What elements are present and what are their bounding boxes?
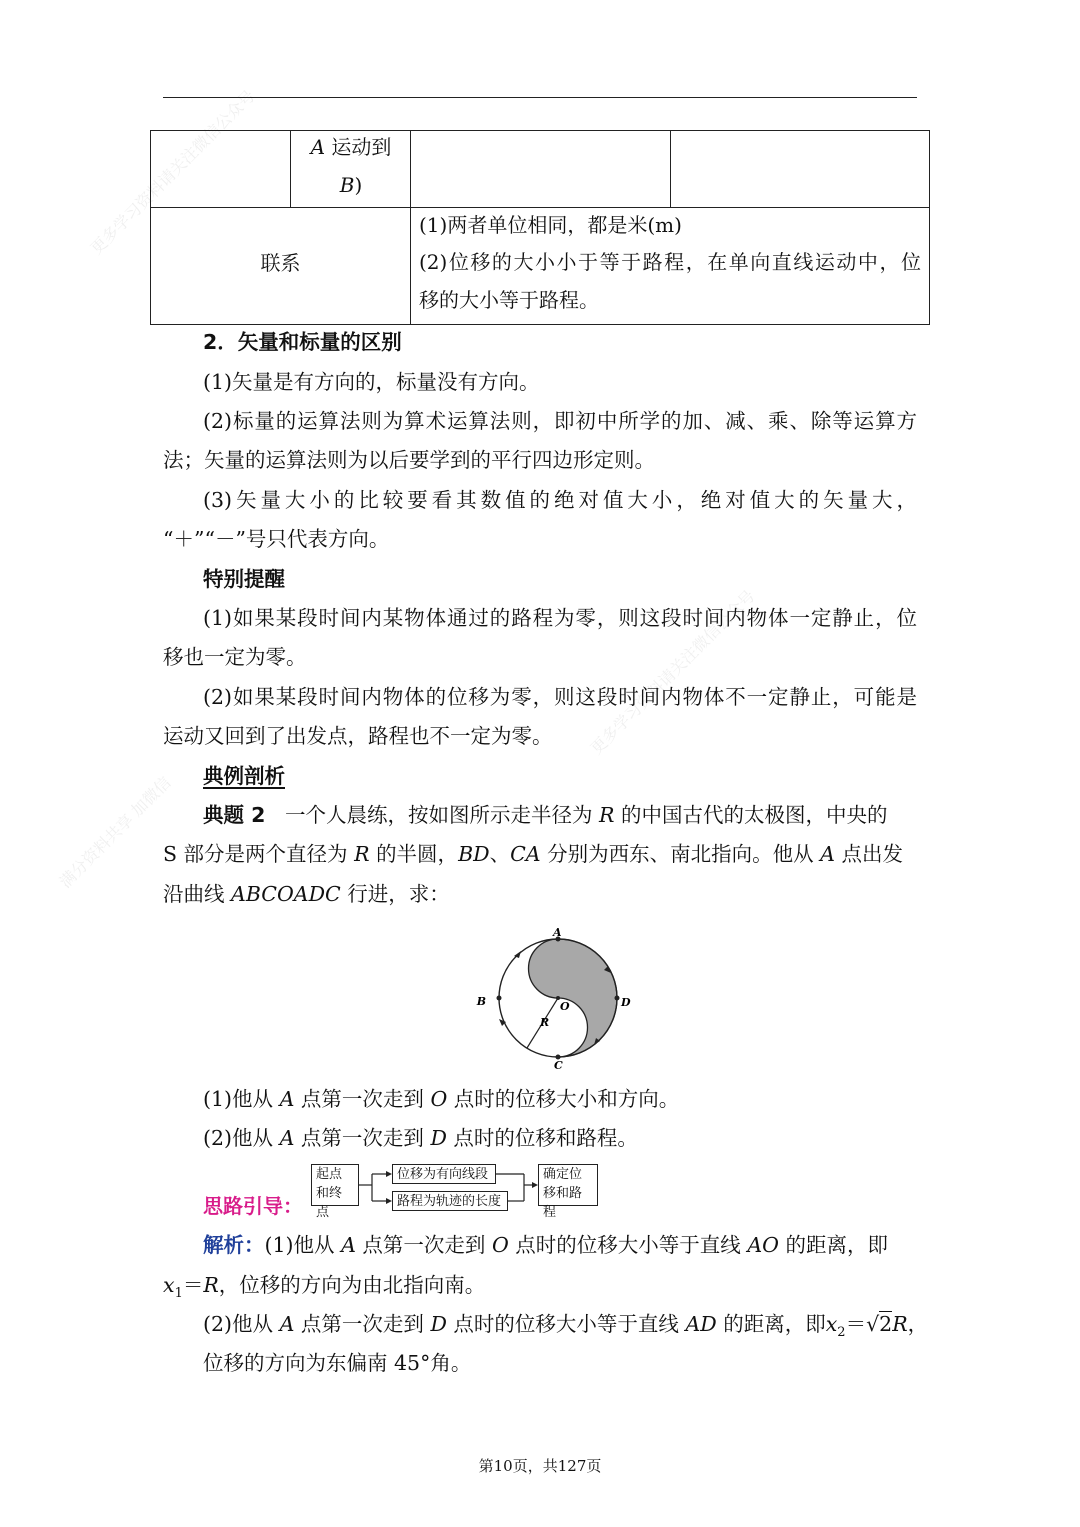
text: 的半圆， bbox=[376, 842, 459, 866]
math-var: A bbox=[279, 1087, 295, 1111]
paragraph: 移也一定为零。 bbox=[163, 645, 307, 669]
label-R: R bbox=[540, 1016, 550, 1029]
flow-box-displacement: 位移为有向线段 bbox=[392, 1164, 496, 1184]
point-B bbox=[497, 996, 502, 1001]
solution-line bbox=[203, 1225, 917, 1265]
table-cell-text: 移的大小等于路程。 bbox=[419, 288, 599, 312]
problem-statement bbox=[163, 834, 903, 874]
flow-box-start-end: 起点和终点 bbox=[311, 1164, 359, 1206]
section-heading: 典例剖析 bbox=[203, 764, 285, 788]
table-row-label: 联系 bbox=[260, 251, 301, 275]
text: 点第一次走到 bbox=[362, 1233, 486, 1257]
math-var: D bbox=[430, 1312, 447, 1336]
subscript: 2 bbox=[837, 1325, 846, 1341]
point-D bbox=[615, 996, 620, 1001]
question bbox=[203, 1118, 638, 1158]
flow-box-path: 路程为轨迹的长度 bbox=[392, 1191, 508, 1211]
math-var: R bbox=[599, 803, 615, 827]
math-var: A bbox=[310, 135, 326, 159]
label-D: D bbox=[621, 996, 631, 1009]
question bbox=[203, 1079, 679, 1119]
text: 点时的位移大小等于直线 bbox=[515, 1233, 741, 1257]
label-A: A bbox=[553, 926, 562, 939]
math-var: R bbox=[892, 1312, 908, 1336]
text: 点第一次走到 bbox=[300, 1087, 424, 1111]
math-var: D bbox=[430, 1126, 447, 1150]
header-rule bbox=[163, 97, 917, 98]
section-heading: 特别提醒 bbox=[203, 567, 285, 591]
text: (1)他从 bbox=[203, 1087, 274, 1111]
text: 行进，求： bbox=[347, 882, 450, 906]
watermark: 更多学习资料请关注微信公众号 bbox=[586, 586, 759, 759]
text: 一个人晨练，按如图所示走半径为 bbox=[284, 803, 593, 827]
text: 、 bbox=[489, 842, 511, 866]
table-cell-text: 运动到 bbox=[331, 135, 392, 159]
text: 点时的位移大小等于直线 bbox=[453, 1312, 679, 1336]
math-var: A bbox=[279, 1312, 295, 1336]
subscript: 1 bbox=[174, 1286, 183, 1302]
paragraph: (1)矢量是有方向的，标量没有方向。 bbox=[203, 370, 540, 394]
text: ＝ bbox=[182, 1273, 204, 1297]
text: 的距离，即 bbox=[785, 1233, 888, 1257]
text: 点第一次走到 bbox=[300, 1312, 424, 1336]
problem-label: 典题 2 bbox=[203, 803, 266, 827]
text: 点时的位移大小和方向。 bbox=[453, 1087, 680, 1111]
flow-arrows bbox=[358, 1164, 540, 1212]
text: 的距离，即 bbox=[723, 1312, 826, 1336]
math-var: ABCOADC bbox=[231, 882, 341, 906]
table-divider bbox=[290, 131, 291, 207]
problem-statement bbox=[203, 795, 887, 835]
table-cell bbox=[301, 165, 401, 205]
text: 的中国古代的太极图，中央的 bbox=[620, 803, 888, 827]
text: S 部分是两个直径为 bbox=[163, 842, 348, 866]
sqrt-sign: √ bbox=[866, 1312, 880, 1336]
paragraph: (1)如果某段时间内某物体通过的路程为零，则这段时间内物体一定静止，位 bbox=[203, 606, 917, 630]
paragraph: 法；矢量的运算法则为以后要学到的平行四边形定则。 bbox=[163, 448, 655, 472]
watermark: 满分资料共享 加微信 bbox=[55, 772, 175, 892]
table-cell-text: (2)位移的大小小于等于路程，在单向直线运动中，位 bbox=[419, 250, 921, 274]
text: (2)他从 bbox=[203, 1312, 274, 1336]
text: 点第一次走到 bbox=[300, 1126, 424, 1150]
text: 点出发 bbox=[841, 842, 903, 866]
math-var: AD bbox=[685, 1312, 717, 1336]
taiji-figure bbox=[476, 926, 631, 1072]
thinking-label: 思路引导： bbox=[203, 1194, 303, 1218]
math-var: x bbox=[163, 1273, 175, 1297]
label-B: B bbox=[476, 995, 486, 1008]
table-cell bbox=[301, 127, 401, 167]
math-var: R bbox=[203, 1273, 219, 1297]
paragraph: (2)如果某段时间内物体的位移为零，则这段时间内物体不一定静止，可能是 bbox=[203, 685, 917, 709]
table-divider bbox=[410, 131, 411, 324]
table-divider bbox=[670, 131, 671, 207]
text: (1)他从 bbox=[264, 1233, 335, 1257]
table-cell-text: (1)两者单位相同，都是米(m) bbox=[419, 213, 682, 237]
math-var: A bbox=[279, 1126, 295, 1150]
text: ， bbox=[907, 1312, 929, 1336]
text: (2)他从 bbox=[203, 1126, 274, 1150]
math-var: BD bbox=[458, 842, 490, 866]
solution-label: 解析： bbox=[203, 1233, 265, 1257]
problem-statement bbox=[163, 874, 450, 914]
text: ，位移的方向为由北指向南。 bbox=[218, 1273, 486, 1297]
label-C: C bbox=[554, 1059, 563, 1072]
math-var: R bbox=[354, 842, 370, 866]
math-var: CA bbox=[510, 842, 541, 866]
table-cell-text: ) bbox=[354, 173, 363, 197]
text: 沿曲线 bbox=[163, 882, 225, 906]
math-var: B bbox=[339, 173, 355, 197]
radicand: 2 bbox=[879, 1312, 893, 1336]
math-var: A bbox=[820, 842, 835, 866]
math-var: A bbox=[341, 1233, 356, 1257]
comparison-table bbox=[150, 130, 930, 325]
text: 分别为西东、南北指向。他从 bbox=[547, 842, 814, 866]
solution-line: 位移的方向为东偏南 45°角。 bbox=[203, 1351, 472, 1375]
text: 点时的位移和路程。 bbox=[453, 1126, 638, 1150]
paragraph: (3)矢量大小的比较要看其数值的绝对值大小，绝对值大的矢量大， bbox=[203, 488, 917, 512]
flow-box-result: 确定位移和路程 bbox=[538, 1164, 598, 1206]
paragraph: 运动又回到了出发点，路程也不一定为零。 bbox=[163, 724, 553, 748]
label-O: O bbox=[560, 1000, 570, 1013]
page-footer: 第10页，共127页 bbox=[478, 1457, 602, 1475]
math-var: x bbox=[825, 1312, 838, 1336]
shaded-region bbox=[529, 939, 618, 1057]
math-var: AO bbox=[747, 1233, 779, 1257]
paragraph: (2)标量的运算法则为算术运算法则，即初中所学的加、减、乘、除等运算方 bbox=[203, 409, 917, 433]
text: ＝ bbox=[845, 1312, 867, 1336]
math-var: O bbox=[491, 1233, 509, 1257]
section-heading: 2．矢量和标量的区别 bbox=[203, 330, 402, 354]
math-var: O bbox=[430, 1087, 448, 1111]
watermark: 更多学习资料请关注微信公众号 bbox=[86, 86, 259, 259]
paragraph: “＋”“－”号只代表方向。 bbox=[163, 527, 390, 551]
